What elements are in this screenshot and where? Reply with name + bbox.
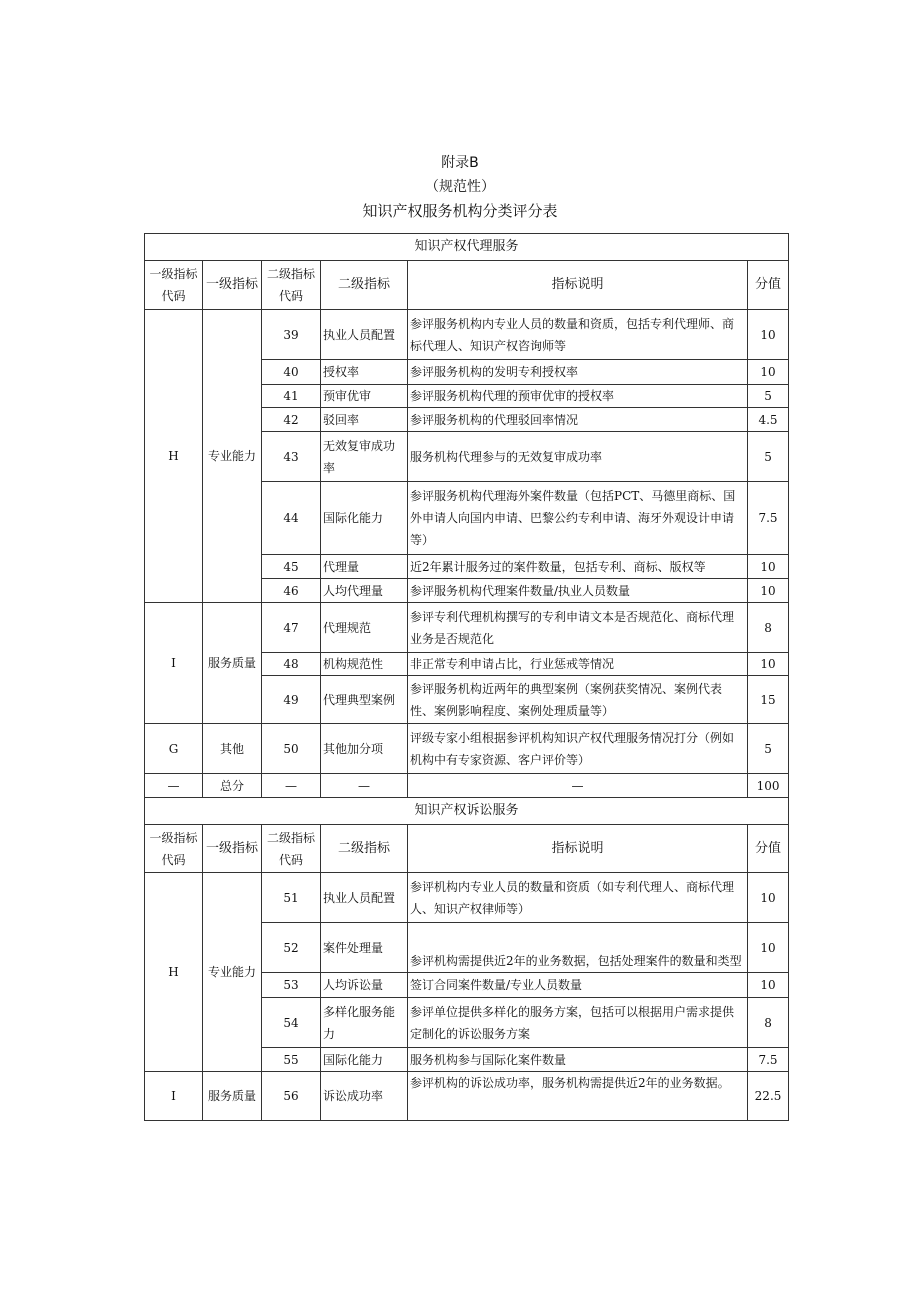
item-name: 人均代理量	[321, 579, 408, 603]
item-name: 代理量	[321, 555, 408, 579]
item-code: 51	[262, 873, 321, 923]
item-description: 参评服务机构的代理驳回率情况	[408, 408, 748, 432]
item-name: 授权率	[321, 360, 408, 385]
table-row	[145, 873, 789, 923]
item-score: 4.5	[748, 408, 789, 432]
item-name: 多样化服务能力	[321, 998, 408, 1048]
header-level2-code: 二级指标代码	[262, 261, 321, 310]
section-header-row	[145, 798, 789, 825]
header-level2: 二级指标	[321, 261, 408, 310]
item-code: 45	[262, 555, 321, 579]
item-score: 7.5	[748, 1048, 789, 1072]
header-level2: 二级指标	[321, 825, 408, 873]
item-name: 无效复审成功率	[321, 432, 408, 482]
item-code: 50	[262, 724, 321, 774]
item-description: 评级专家小组根据参评机构知识产权代理服务情况打分（例如机构中有专家资源、客户评价等）	[408, 724, 748, 774]
table-row	[145, 1072, 789, 1121]
item-name: 代理典型案例	[321, 676, 408, 724]
item-name: 执业人员配置	[321, 310, 408, 360]
total-row	[145, 774, 789, 798]
item-score: 10	[748, 579, 789, 603]
section-header-row	[145, 234, 789, 261]
total-label: 总分	[203, 774, 262, 798]
item-name: 预审优审	[321, 385, 408, 408]
group-code: I	[145, 603, 203, 724]
item-description: 近2年累计服务过的案件数量，包括专利、商标、版权等	[408, 555, 748, 579]
group-name: 专业能力	[203, 310, 262, 603]
column-header-row	[145, 825, 789, 873]
item-score: 5	[748, 432, 789, 482]
header-level1-code: 一级指标代码	[145, 261, 203, 310]
header-score: 分值	[748, 261, 789, 310]
item-code: 53	[262, 973, 321, 998]
item-score: 7.5	[748, 482, 789, 555]
total-dash: —	[145, 774, 203, 798]
item-description: 参评机构的诉讼成功率，服务机构需提供近2年的业务数据。	[408, 1072, 748, 1121]
item-score: 10	[748, 873, 789, 923]
item-score: 10	[748, 973, 789, 998]
section-title-litigation: 知识产权诉讼服务	[145, 798, 789, 825]
item-score: 10	[748, 653, 789, 676]
total-dash: —	[408, 774, 748, 798]
header-level1-code: 一级指标代码	[145, 825, 203, 873]
header-description: 指标说明	[408, 261, 748, 310]
group-code: H	[145, 310, 203, 603]
item-score: 10	[748, 923, 789, 973]
item-code: 52	[262, 923, 321, 973]
item-code: 54	[262, 998, 321, 1048]
table-row	[145, 603, 789, 653]
item-code: 42	[262, 408, 321, 432]
appendix-label: 附录B	[441, 155, 479, 171]
item-name: 驳回率	[321, 408, 408, 432]
normative-label: （规范性）	[425, 179, 495, 195]
item-code: 44	[262, 482, 321, 555]
item-name: 国际化能力	[321, 482, 408, 555]
header-description: 指标说明	[408, 825, 748, 873]
header-level1: 一级指标	[203, 261, 262, 310]
item-description: 签订合同案件数量/专业人员数量	[408, 973, 748, 998]
scoring-table	[144, 233, 789, 1121]
item-description: 服务机构代理参与的无效复审成功率	[408, 432, 748, 482]
item-score: 5	[748, 385, 789, 408]
item-score: 10	[748, 310, 789, 360]
item-name: 案件处理量	[321, 923, 408, 973]
item-description: 参评服务机构代理的预审优审的授权率	[408, 385, 748, 408]
section-title-agency: 知识产权代理服务	[145, 234, 789, 261]
table-row	[145, 724, 789, 774]
item-score: 10	[748, 555, 789, 579]
header-score: 分值	[748, 825, 789, 873]
item-description: 参评服务机构代理案件数量/执业人员数量	[408, 579, 748, 603]
group-name: 专业能力	[203, 873, 262, 1072]
item-name: 其他加分项	[321, 724, 408, 774]
item-description: 参评机构内专业人员的数量和资质（如专利代理人、商标代理人、知识产权律师等）	[408, 873, 748, 923]
item-description: 参评服务机构的发明专利授权率	[408, 360, 748, 385]
total-dash: —	[262, 774, 321, 798]
item-code: 46	[262, 579, 321, 603]
group-code: G	[145, 724, 203, 774]
item-score: 8	[748, 998, 789, 1048]
item-score: 5	[748, 724, 789, 774]
item-name: 执业人员配置	[321, 873, 408, 923]
total-dash: —	[321, 774, 408, 798]
group-code: H	[145, 873, 203, 1072]
item-code: 41	[262, 385, 321, 408]
item-score: 15	[748, 676, 789, 724]
table-row	[145, 310, 789, 360]
item-description: 参评服务机构内专业人员的数量和资质，包括专利代理师、商标代理人、知识产权咨询师等	[408, 310, 748, 360]
item-score: 22.5	[748, 1072, 789, 1121]
item-description: 服务机构参与国际化案件数量	[408, 1048, 748, 1072]
item-code: 40	[262, 360, 321, 385]
group-name: 服务质量	[203, 1072, 262, 1121]
header-level2-code: 二级指标代码	[262, 825, 321, 873]
item-name: 国际化能力	[321, 1048, 408, 1072]
item-code: 43	[262, 432, 321, 482]
item-description: 参评专利代理机构撰写的专利申请文本是否规范化、商标代理业务是否规范化	[408, 603, 748, 653]
group-name: 其他	[203, 724, 262, 774]
item-description: 参评服务机构代理海外案件数量（包括PCT、马德里商标、国外申请人向国内申请、巴黎公约专利申请、海牙外观设计申请等）	[408, 482, 748, 555]
item-score: 10	[748, 360, 789, 385]
item-code: 39	[262, 310, 321, 360]
item-code: 56	[262, 1072, 321, 1121]
group-code: I	[145, 1072, 203, 1121]
item-code: 55	[262, 1048, 321, 1072]
item-description: 参评单位提供多样化的服务方案，包括可以根据用户需求提供定制化的诉讼服务方案	[408, 998, 748, 1048]
item-code: 47	[262, 603, 321, 653]
document-title: 知识产权服务机构分类评分表	[362, 202, 558, 220]
column-header-row	[145, 261, 789, 310]
item-name: 机构规范性	[321, 653, 408, 676]
item-description: 参评机构需提供近2年的业务数据，包括处理案件的数量和类型	[408, 923, 748, 973]
item-name: 代理规范	[321, 603, 408, 653]
header-level1: 一级指标	[203, 825, 262, 873]
total-score: 100	[748, 774, 789, 798]
item-description: 参评服务机构近两年的典型案例（案例获奖情况、案例代表性、案例影响程度、案例处理质量等）	[408, 676, 748, 724]
item-score: 8	[748, 603, 789, 653]
item-name: 人均诉讼量	[321, 973, 408, 998]
item-description: 非正常专利申请占比，行业惩戒等情况	[408, 653, 748, 676]
item-code: 48	[262, 653, 321, 676]
item-code: 49	[262, 676, 321, 724]
group-name: 服务质量	[203, 603, 262, 724]
item-name: 诉讼成功率	[321, 1072, 408, 1121]
